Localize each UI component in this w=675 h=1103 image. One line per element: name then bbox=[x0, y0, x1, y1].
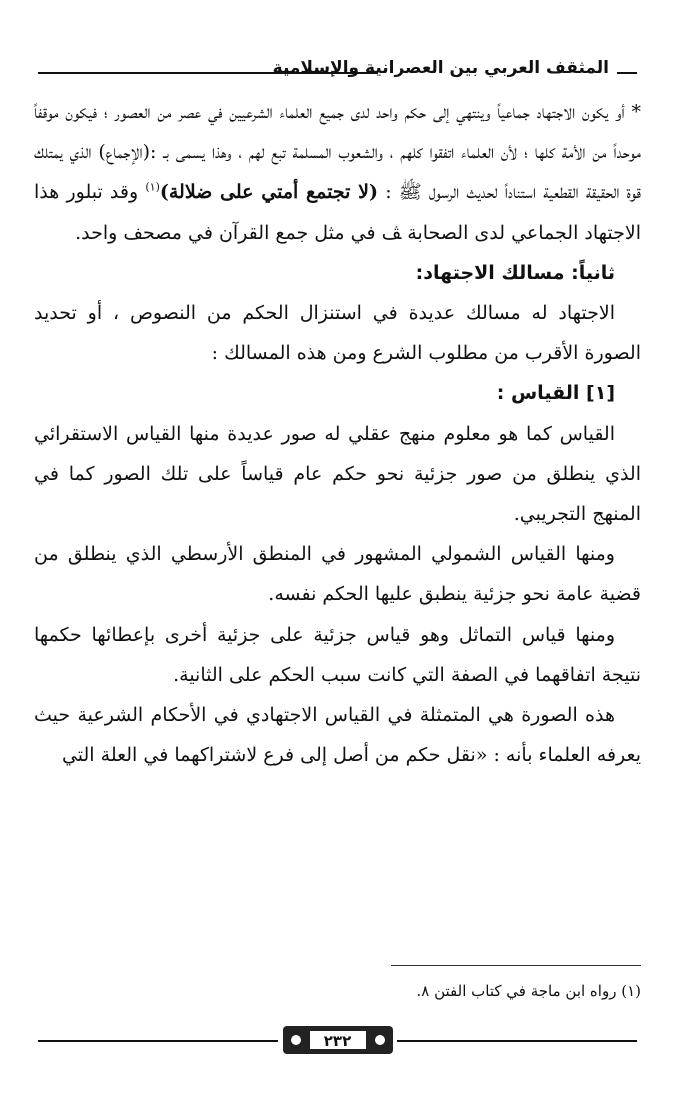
page-number-ornament bbox=[283, 1026, 393, 1054]
ornament-dot-icon bbox=[291, 1035, 301, 1045]
footer-rule-right bbox=[397, 1040, 637, 1042]
paragraph-definition: هذه الصورة هي المتمثلة في القياس الاجتهادي في الأحكام الشرعية حيث يعرفه العلماء بأنه : «نقل حكم من أصل إلى فرع لاشتراكهما في العلة التي bbox=[34, 704, 641, 767]
paragraph-masalik: الاجتهاد له مسالك عديدة في استنزال الحكم من النصوص ، أو تحديد الصورة الأقرب من مطلوب الشرع ومن هذه المسالك : bbox=[34, 302, 641, 365]
hadith-quote: (لا تجتمع أمتي على ضلالة) bbox=[159, 181, 379, 204]
footnote-separator bbox=[391, 965, 641, 966]
paragraph-shumuli: ومنها القياس الشمولي المشهور في المنطق الأرسطي الذي ينطلق من قضية عامة نحو جزئية ينطبق عليها الحكم نفسه. bbox=[34, 543, 641, 606]
page-footer bbox=[38, 1026, 637, 1056]
running-header bbox=[38, 58, 637, 82]
paragraph-ijma bbox=[34, 92, 641, 253]
footnote: (١) رواه ابن ماجة في كتاب الفتن ٨. bbox=[416, 982, 641, 1000]
running-title: المثقف العربي بين العصرانية والإسلامية bbox=[272, 58, 609, 78]
ornament-dot-icon bbox=[375, 1035, 385, 1045]
footnote-ref[interactable]: (١) bbox=[145, 181, 160, 195]
paragraph-tamathul: ومنها قياس التماثل وهو قياس جزئية على جزئية أخرى بإعطائها حكمها نتيجة اتفاقهما في الصفة التي كانت سبب الحكم على الثانية. bbox=[34, 623, 641, 686]
header-rule-right bbox=[617, 72, 637, 74]
footer-rule-left bbox=[38, 1040, 278, 1042]
page-number: ٢٣٢ bbox=[309, 1030, 367, 1050]
text-run: * أو يكون الاجتهاد جماعياً وينتهي إلى حكم واحد لدى جميع العلماء الشرعيين في عصر من العصور ؛ فيكون موقفاً موحداً من الأمة كلها ؛ لأن العلماء اتفقوا كلهم ، والشعوب المسلمة تبع لهم ، وهذا يسمى بـ :(الإجماع) الذي يمتلك قوة الحقيقة القطعية استناداً لحديث الرسول ﷺ : bbox=[34, 101, 642, 204]
text-run: وقد تبلور هذا الاجتهاد الجماعي لدى الصحابة ﭫ في مثل جمع القرآن في مصحف واحد. bbox=[34, 181, 641, 244]
paragraph-qiyas: القياس كما هو معلوم منهج عقلي له صور عديدة منها القياس الاستقرائي الذي ينطلق من صور جزئية نحو حكم عام قياساً على تلك الصور كما في المنهج التجريبي. bbox=[34, 422, 641, 526]
subsection-heading: [١] القياس : bbox=[496, 382, 615, 405]
page-body bbox=[34, 92, 641, 775]
section-heading: ثانياً: مسالك الاجتهاد: bbox=[415, 261, 615, 284]
